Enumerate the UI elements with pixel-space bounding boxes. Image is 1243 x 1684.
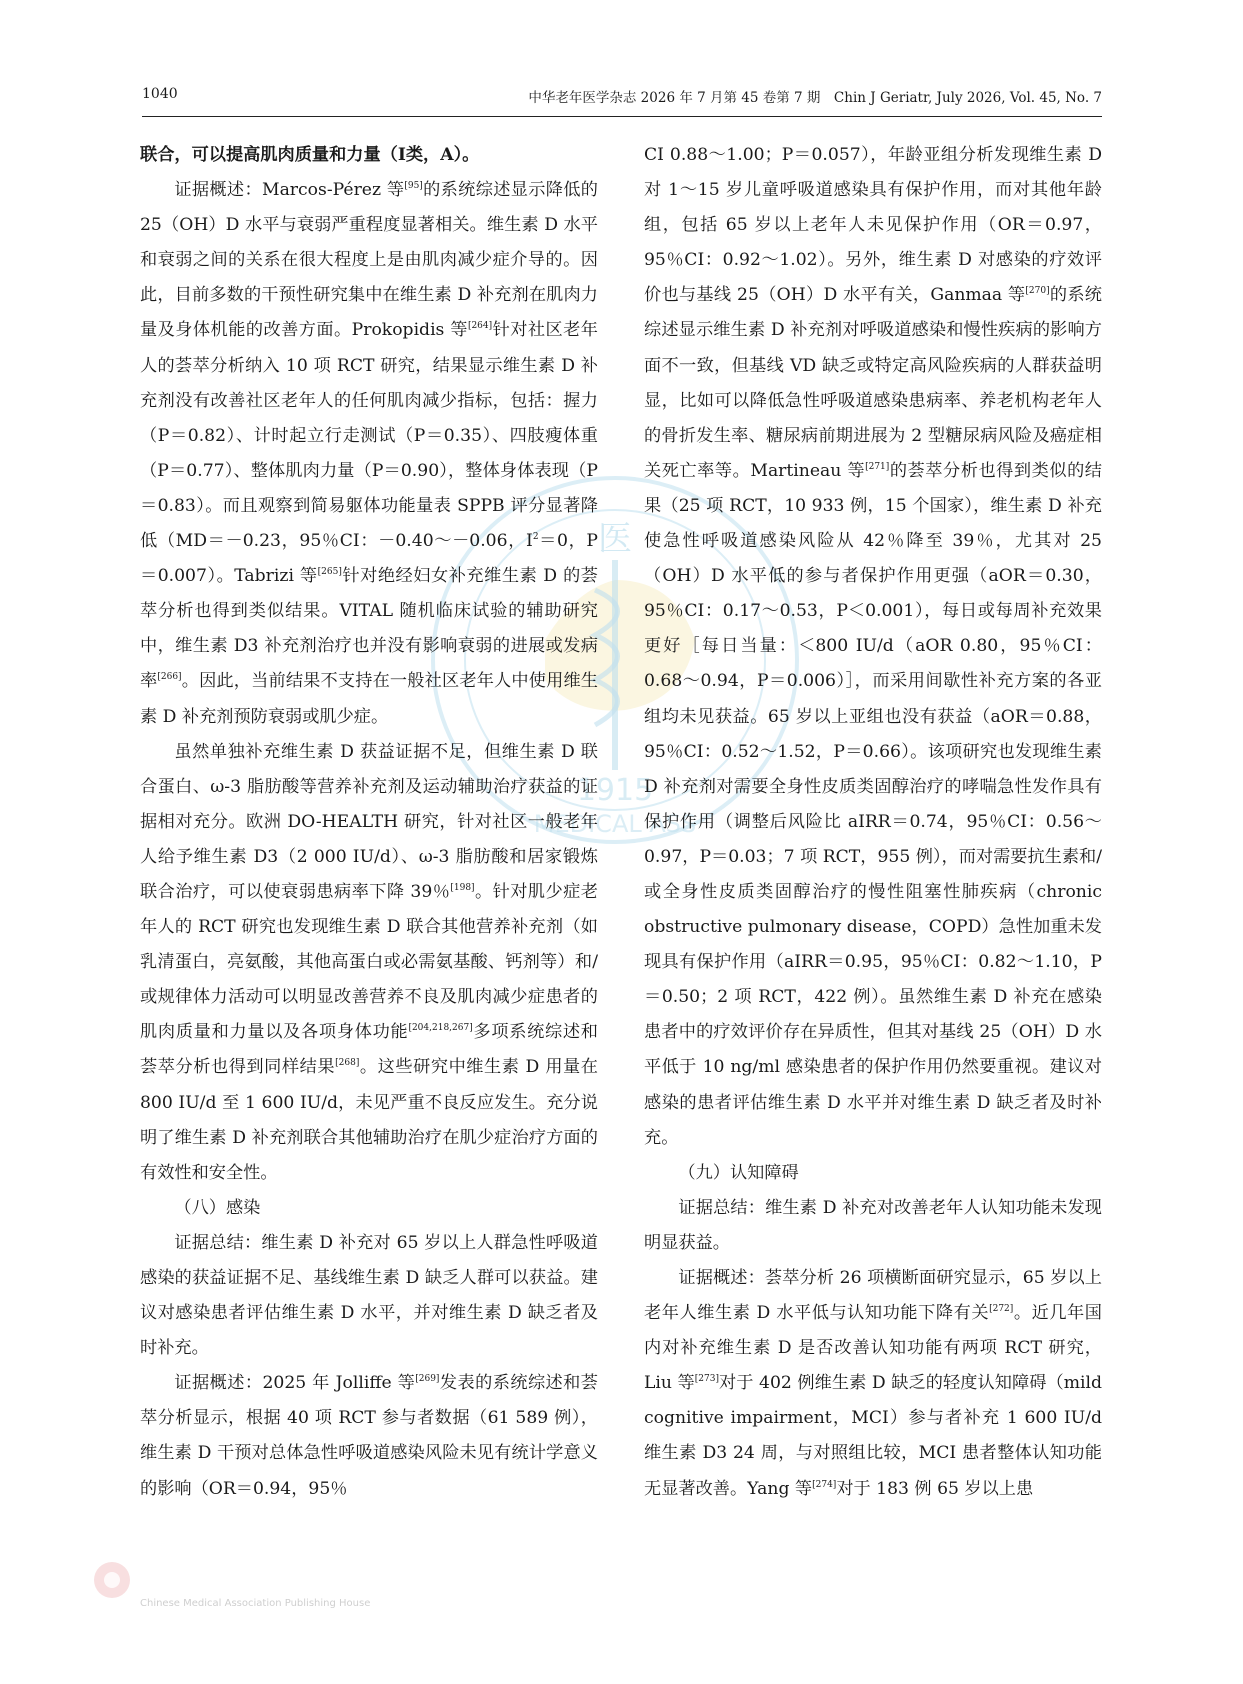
header-rule [142, 116, 1102, 117]
citation-ref: [95] [404, 181, 423, 192]
citation-ref: [265] [317, 567, 342, 578]
page-header [142, 86, 1102, 112]
seal-motto: MEDICAL ASS [533, 810, 697, 838]
right-column [644, 138, 1102, 1507]
recommendation-conclusion: 联合，可以提高肌肉质量和力量（Ⅰ类，A）。 [140, 145, 480, 165]
paragraph-combination-therapy: 虽然单独补充维生素 D 获益证据不足，但维生素 D 联合蛋白、ω-3 脂肪酸等营养补充剂及运动辅助治疗获益的证据相对充分。欧洲 DO-HEALTH 研究，针对社区一般老年人给予维生素 D3（2 000 IU/d）、ω-3 脂肪酸和居家锻炼联合治疗，可以使衰弱患病率下降 39％[198]。针对肌少症老年人的 RCT 研究也发现维生素 D 联合其他营养补充剂（如乳清蛋白，亮氨酸，其他高蛋白或必需氨基酸、钙剂等）和/或规律体力活动可以明显改善营养不良及肌肉减少症患者的肌肉质量和力量以及各项身体功能[204,218,267]多项系统综述和荟萃分析也得到同样结果[268]。这些研究中维生素 D 用量在 800 IU/d 至 1 600 IU/d，未见严重不良反应发生。充分说明了维生素 D 补充剂联合其他辅助治疗在肌少症治疗方面的有效性和安全性。 [140, 741, 598, 1183]
citation-ref: [271] [865, 461, 890, 472]
citation-ref: [266] [157, 672, 182, 683]
publisher-name: Chinese Medical Association Publishing House [140, 1598, 371, 1609]
section-heading-cognition: （九）认知障碍 [678, 1162, 799, 1183]
superscript: 2 [532, 532, 539, 543]
paragraph-frailty-evidence: 证据概述：Marcos-Pérez 等[95]的系统综述显示降低的 25（OH）D 水平与衰弱严重程度显著相关。维生素 D 水平和衰弱之间的关系在很大程度上是由肌肉减少症介导的。因此，目前多数的干预性研究集中在维生素 D 补充剂在肌肉力量及身体机能的改善方面。Prokopidis 等[264]针对社区老年人的荟萃分析纳入 10 项 RCT 研究，结果显示维生素 D 补充剂没有改善社区老年人的任何肌肉减少指标，包括：握力（P＝0.82）、计时起立行走测试（P＝0.35）、四肢瘦体重（P＝0.77）、整体肌肉力量（P＝0.90），整体身体表现（P＝0.83）。而且观察到简易躯体功能量表 SPPB 评分显著降低（MD＝－0.23，95％CI：－0.40～－0.06，$I^2=0$，P＝0.007）。Tabrizi 等[265]针对绝经妇女补充维生素 D 的荟萃分析也得到类似结果。VITAL 随机临床试验的辅助研究中，维生素 D3 补充剂治疗也并没有影响衰弱的进展或发病率[266]。因此，当前结果不支持在一般社区老年人中使用维生素 D 补充剂预防衰弱或肌少症。 [140, 180, 598, 727]
paragraph-infection-summary: 证据总结：维生素 D 补充对 65 岁以上人群急性呼吸道感染的获益证据不足、基线维生素 D 缺乏人群可以获益。建议对感染患者评估维生素 D 水平，并对维生素 D 缺乏者及时补充。 [140, 1232, 598, 1359]
section-heading-infection: （八）感染 [174, 1197, 261, 1218]
citation-ref: [204,218,267] [408, 1023, 473, 1034]
left-column [140, 138, 598, 1507]
citation-ref: [273] [694, 1374, 719, 1385]
citation-ref: [198] [450, 882, 475, 893]
seal-character: 医 [598, 519, 632, 559]
page-number: 1040 [142, 86, 178, 102]
paragraph-infection-evidence: 证据概述：2025 年 Jolliffe 等[269]发表的系统综述和荟萃分析显示，根据 40 项 RCT 参与者数据（61 589 例），维生素 D 干预对总体急性呼吸道感染风险未见有统计学意义的影响（OR＝0.94，95％ [140, 1373, 598, 1499]
publisher-watermark [88, 1556, 588, 1612]
citation-ref: [269] [415, 1374, 440, 1385]
paragraph-infection-continued: CI 0.88～1.00；P＝0.057），年龄亚组分析发现维生素 D 对 1～15 岁儿童呼吸道感染具有保护作用，而对其他年龄组，包括 65 岁以上老年人未见保护作用（OR＝0.97，95％CI：0.92～1.02）。另外，维生素 D 对感染的疗效评价也与基线 25（OH）D 水平有关，Ganmaa 等[270]的系统综述显示维生素 D 补充剂对呼吸道感染和慢性疾病的影响方面不一致，但基线 VD 缺乏或特定高风险疾病的人群获益明显，比如可以降低急性呼吸道感染患病率、养老机构老年人的骨折发生率、糖尿病前期进展为 2 型糖尿病风险及癌症相关死亡率等。Martineau 等[271]的荟萃分析也得到类似的结果（25 项 RCT，10 933 例，15 个国家），维生素 D 补充使急性呼吸道感染风险从 42％降至 39％，尤其对 25（OH）D 水平低的参与者保护作用更强（aOR＝0.30，95％CI：0.17～0.53，P＜0.001），每日或每周补充效果更好［每日当量：＜800 IU/d（aOR 0.80，95％CI：0.68～0.94，P＝0.006）］，而采用间歇性补充方案的各亚组均未见获益。65 岁以上亚组也没有获益（aOR＝0.88，95％CI：0.52～1.52，P＝0.66）。该项研究也发现维生素 D 补充剂对需要全身性皮质类固醇治疗的哮喘急性发作具有保护作用（调整后风险比 aIRR＝0.74，95％CI：0.56～0.97，P＝0.03；7 项 RCT，955 例），而对需要抗生素和/或全身性皮质类固醇治疗的慢性阻塞性肺疾病（chronic obstructive pulmonary disease，COPD）急性加重未发现具有保护作用（aIRR＝0.95，95％CI：0.82～1.10，P＝0.50；2 项 RCT，422 例）。虽然维生素 D 补充在感染患者中的疗效评价存在异质性，但其对基线 25（OH）D 水平低于 10 ng/ml 感染患者的保护作用仍然要重视。建议对感染的患者评估维生素 D 水平并对维生素 D 缺乏者及时补充。 [644, 145, 1102, 1148]
citation-ref: [268] [335, 1058, 360, 1069]
citation-ref: [272] [989, 1304, 1014, 1315]
citation-ref: [264] [467, 321, 493, 332]
journal-citation: 中华老年医学杂志 2026 年 7 月第 45 卷第 7 期 Chin J Geriatr, July 2026, Vol. 45, No. 7 [528, 90, 1102, 106]
citation-ref: [274] [812, 1479, 837, 1490]
seal-year: 1915 [576, 773, 654, 808]
paragraph-cognition-evidence: 证据概述：荟萃分析 26 项横断面研究显示，65 岁以上老年人维生素 D 水平低与认知功能下降有关[272]。近几年国内对补充维生素 D 是否改善认知功能有两项 RCT 研究，Liu 等[273]对于 402 例维生素 D 缺乏的轻度认知障碍（mild cognitive impairment，MCI）参与者补充 1 600 IU/d 维生素 D3 24 周，与对照组比较，MCI 患者整体认知功能无显著改善。Yang 等[274]对于 183 例 65 岁以上患 [644, 1268, 1102, 1499]
paragraph-cognition-summary: 证据总结：维生素 D 补充对改善老年人认知功能未发现明显获益。 [644, 1197, 1102, 1253]
citation-ref: [270] [1025, 286, 1050, 297]
